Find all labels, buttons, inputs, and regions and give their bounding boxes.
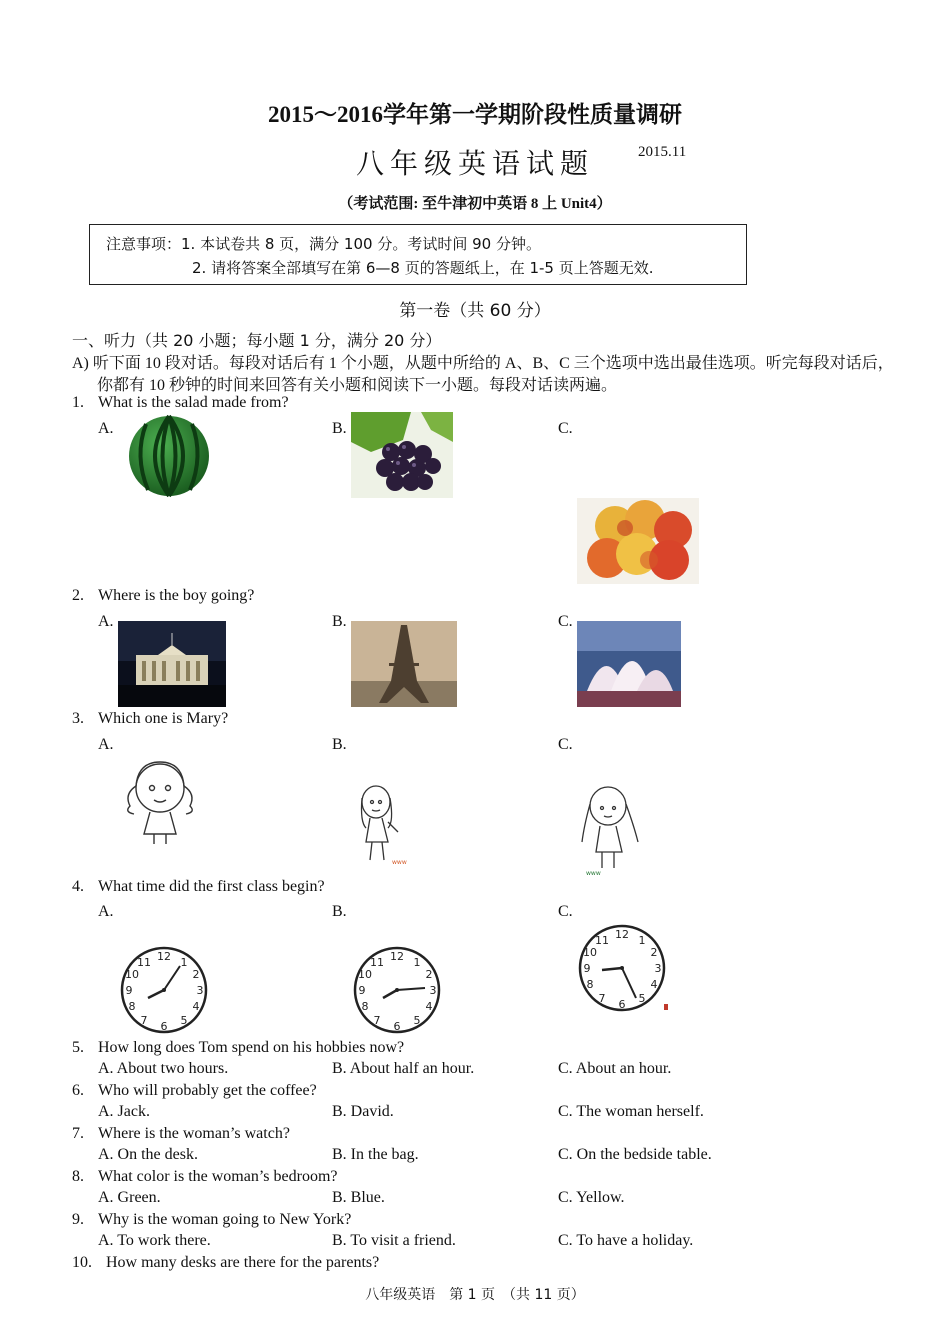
svg-text:2: 2 xyxy=(192,968,200,981)
svg-text:4: 4 xyxy=(425,1000,433,1013)
option-b: B. In the bag. xyxy=(332,1146,419,1163)
option-c-label: C. xyxy=(558,420,573,437)
option-c: C. The woman herself. xyxy=(558,1103,704,1120)
exam-title: 2015～2016学年第一学期阶段性质量调研 xyxy=(268,102,682,127)
option-c: C. About an hour. xyxy=(558,1060,672,1077)
question-number: 9. xyxy=(72,1211,84,1228)
option-a-label: A. xyxy=(98,420,114,437)
svg-text:2: 2 xyxy=(650,946,658,959)
girl-drawing-b xyxy=(352,782,422,872)
svg-text:9: 9 xyxy=(358,984,366,997)
question-number: 3. xyxy=(72,710,84,727)
question-number: 2. xyxy=(72,587,84,604)
question-text: How many desks are there for the parents? xyxy=(106,1254,380,1271)
svg-text:10: 10 xyxy=(583,946,597,959)
exam-subtitle: 八年级英语试题 xyxy=(355,147,594,180)
svg-text:6: 6 xyxy=(393,1020,401,1033)
question-5 xyxy=(72,1039,405,1057)
svg-text:3: 3 xyxy=(196,984,204,997)
svg-text:7: 7 xyxy=(598,992,606,1005)
option-c: C. Yellow. xyxy=(558,1189,625,1206)
option-a: A. Jack. xyxy=(98,1103,150,1120)
question-10 xyxy=(72,1254,380,1272)
question-number: 5. xyxy=(72,1039,84,1056)
svg-text:8: 8 xyxy=(128,1000,136,1013)
grapes-image xyxy=(351,412,453,498)
question-text: Where is the woman’s watch? xyxy=(98,1125,290,1142)
instruction-line-2: 你都有 10 秒钟的时间来回答有关小题和阅读下一小题。每段对话读两遍。 xyxy=(97,377,618,394)
svg-text:6: 6 xyxy=(618,998,626,1011)
option-a-label: A. xyxy=(98,613,114,630)
notice-line-2: 2. 请将答案全部填写在第 6—8 页的答题纸上，在 1-5 页上答题无效. xyxy=(192,259,654,277)
svg-text:10: 10 xyxy=(358,968,372,981)
svg-text:1: 1 xyxy=(180,956,188,969)
question-text: Who will probably get the coffee? xyxy=(98,1082,317,1099)
notice-box xyxy=(89,224,747,285)
question-3 xyxy=(72,710,229,728)
option-b: B. About half an hour. xyxy=(332,1060,475,1077)
svg-text:9: 9 xyxy=(583,962,591,975)
svg-text:6: 6 xyxy=(160,1020,168,1033)
svg-text:12: 12 xyxy=(390,950,404,963)
question-1 xyxy=(72,394,289,412)
question-9 xyxy=(72,1211,352,1229)
svg-text:www: www xyxy=(586,870,601,876)
girl-drawing-a xyxy=(120,756,200,848)
option-c-label: C. xyxy=(558,613,573,630)
volume-heading: 第一卷（共 60 分） xyxy=(399,301,551,321)
exam-date: 2015.11 xyxy=(638,144,687,160)
svg-text:11: 11 xyxy=(370,956,384,969)
question-number: 7. xyxy=(72,1125,84,1142)
question-text: How long does Tom spend on his hobbies now? xyxy=(98,1039,405,1056)
opera-house-image xyxy=(577,621,681,707)
question-text: Which one is Mary? xyxy=(98,710,229,727)
clock-c-image xyxy=(578,924,670,1014)
question-4 xyxy=(72,878,325,896)
notice-line-1: 注意事项：1. 本试卷共 8 页，满分 100 分。考试时间 90 分钟。 xyxy=(106,235,541,253)
svg-text:5: 5 xyxy=(180,1014,188,1027)
eiffel-tower-image xyxy=(351,621,457,707)
question-text: What color is the woman’s bedroom? xyxy=(98,1168,338,1185)
svg-text:4: 4 xyxy=(192,1000,200,1013)
option-b-label: B. xyxy=(332,736,347,753)
exam-range: （考试范围: 至牛津初中英语 8 上 Unit4） xyxy=(338,196,612,212)
white-house-image xyxy=(118,621,226,707)
girl-drawing-c xyxy=(578,782,650,876)
svg-text:12: 12 xyxy=(615,928,629,941)
question-2 xyxy=(72,587,255,605)
option-b: B. Blue. xyxy=(332,1189,385,1206)
svg-text:7: 7 xyxy=(140,1014,148,1027)
option-b-label: B. xyxy=(332,420,347,437)
section-heading: 一、听力（共 20 小题；每小题 1 分，满分 20 分） xyxy=(72,331,442,350)
question-number: 1. xyxy=(72,394,84,411)
page-footer: 八年级英语 第 1 页 （共 11 页） xyxy=(365,1287,585,1303)
clock-b-image xyxy=(353,946,441,1034)
option-a: A. Green. xyxy=(98,1189,161,1206)
svg-text:11: 11 xyxy=(137,956,151,969)
question-number: 4. xyxy=(72,878,84,895)
option-a-label: A. xyxy=(98,903,114,920)
question-text: What is the salad made from? xyxy=(98,394,289,411)
svg-text:1: 1 xyxy=(638,934,646,947)
svg-text:5: 5 xyxy=(638,992,646,1005)
option-a: A. To work there. xyxy=(98,1232,211,1249)
svg-text:1: 1 xyxy=(413,956,421,969)
option-b-label: B. xyxy=(332,613,347,630)
instruction-line-1: A) 听下面 10 段对话。每段对话后有 1 个小题，从题中所给的 A、B、C 三个选项中选出最佳选项。听完每段对话后， xyxy=(72,355,894,372)
clock-a-image xyxy=(120,946,208,1034)
question-text: Where is the boy going? xyxy=(98,587,255,604)
svg-text:4: 4 xyxy=(650,978,658,991)
svg-text:11: 11 xyxy=(595,934,609,947)
question-number: 8. xyxy=(72,1168,84,1185)
option-c-label: C. xyxy=(558,736,573,753)
option-b: B. To visit a friend. xyxy=(332,1232,456,1249)
option-c-label: C. xyxy=(558,903,573,920)
question-number: 10. xyxy=(72,1254,92,1271)
option-c: C. To have a holiday. xyxy=(558,1232,694,1249)
question-6 xyxy=(72,1082,317,1100)
svg-text:9: 9 xyxy=(125,984,133,997)
option-c: C. On the bedside table. xyxy=(558,1146,712,1163)
svg-text:3: 3 xyxy=(654,962,662,975)
option-a: A. About two hours. xyxy=(98,1060,229,1077)
question-7 xyxy=(72,1125,290,1143)
question-8 xyxy=(72,1168,338,1186)
question-number: 6. xyxy=(72,1082,84,1099)
option-a-label: A. xyxy=(98,736,114,753)
svg-text:8: 8 xyxy=(586,978,594,991)
question-text: What time did the first class begin? xyxy=(98,878,325,895)
option-b: B. David. xyxy=(332,1103,394,1120)
svg-text:3: 3 xyxy=(429,984,437,997)
svg-text:12: 12 xyxy=(157,950,171,963)
svg-text:7: 7 xyxy=(373,1014,381,1027)
option-a: A. On the desk. xyxy=(98,1146,198,1163)
apples-image xyxy=(577,498,699,584)
svg-text:2: 2 xyxy=(425,968,433,981)
svg-text:8: 8 xyxy=(361,1000,369,1013)
question-text: Why is the woman going to New York? xyxy=(98,1211,352,1228)
watermelon-image xyxy=(126,414,212,500)
option-b-label: B. xyxy=(332,903,347,920)
svg-text:5: 5 xyxy=(413,1014,421,1027)
svg-text:10: 10 xyxy=(125,968,139,981)
svg-text:www: www xyxy=(392,859,407,866)
